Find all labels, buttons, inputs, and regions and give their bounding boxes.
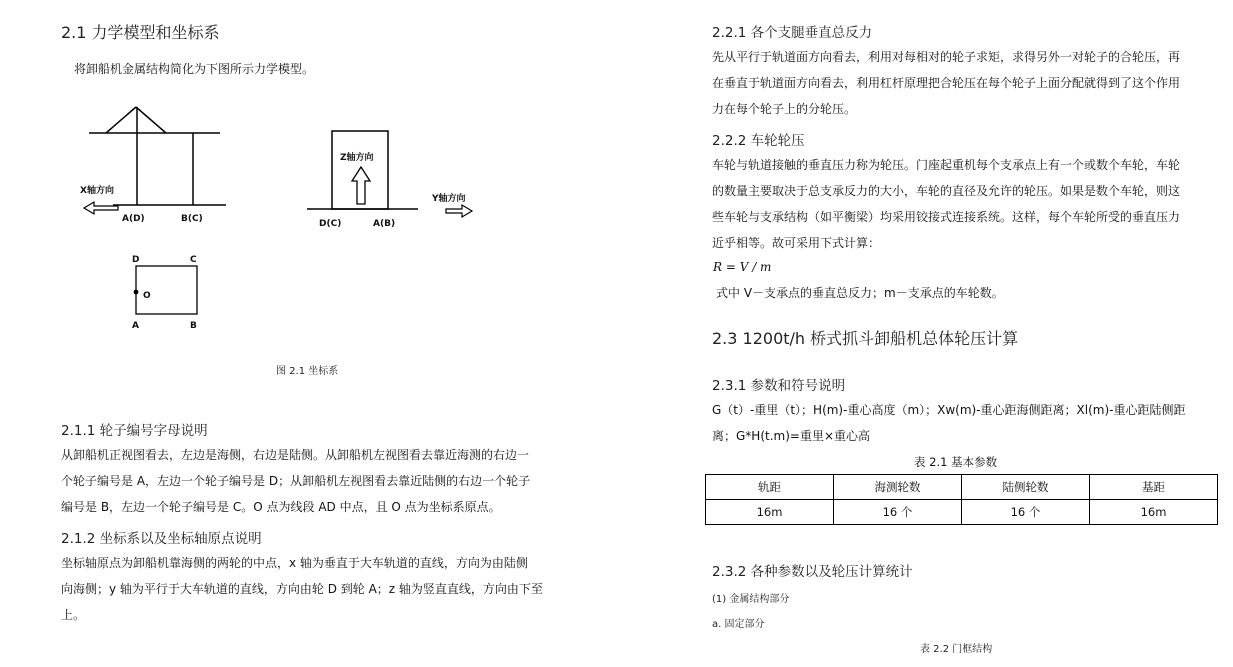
paragraph-line: 从卸船机正视图看去，左边是海侧，右边是陆侧。从卸船机左视图看去靠近海测的右边一 — [61, 448, 530, 462]
side-wheel-a-label: A(B) — [373, 219, 396, 229]
basic-parameters-table — [705, 474, 1218, 525]
table-header-cell: 海测轮数 — [834, 475, 962, 500]
paragraph-line: 在垂直于轨道面方向看去，利用杠杆原理把合轮压在每个轮子上面分配就得到了这个作用 — [712, 76, 1181, 90]
table-cell: 16m — [1090, 500, 1218, 525]
paragraph-line: 力在每个轮子上的分轮压。 — [712, 102, 857, 116]
paragraph-line: 坐标轴原点为卸船机靠海侧的两轮的中点，x 轴为垂直于大车轨道的直线，方向为由陆侧 — [61, 556, 528, 570]
section-2-1-1-body — [61, 442, 530, 520]
figure-caption: 图 2.1 坐标系 — [276, 366, 339, 377]
list-item-fixed-part: a. 固定部分 — [712, 619, 765, 630]
paragraph-line: 向海侧；y 轴为平行于大车轨道的直线，方向由轮 D 到轮 A；z 轴为竖直直线，方向由下至 — [61, 582, 543, 596]
front-view — [80, 107, 226, 224]
side-view — [307, 131, 472, 229]
paragraph-line: 车轮与轨道接触的垂直压力称为轮压。门座起重机每个支承点上有一个或数个车轮，车轮 — [712, 158, 1181, 172]
paragraph-line: 个轮子编号是 A，左边一个轮子编号是 D；从卸船机左视图看去靠近陆侧的右边一个轮子 — [61, 474, 531, 488]
table-header-row — [706, 475, 1218, 500]
section-2-1-1-title: 2.1.1 轮子编号字母说明 — [61, 423, 208, 439]
table-2-1-caption: 表 2.1 基本参数 — [914, 455, 998, 469]
paragraph-line: 上。 — [61, 608, 86, 622]
paragraph-line: 的数量主要取决于总支承反力的大小，车轮的直径及允许的轮压。如果是数个车轮，则这 — [712, 184, 1181, 198]
section-2-1-2-body — [61, 550, 543, 628]
section-2-2-2-title: 2.2.2 车轮轮压 — [712, 133, 805, 149]
section-2-1-2-title: 2.1.2 坐标系以及坐标轴原点说明 — [61, 531, 262, 547]
front-wheel-b-label: B(C) — [181, 214, 203, 224]
plan-c-label: C — [190, 255, 197, 265]
paragraph-line: 先从平行于轨道面方向看去，利用对每相对的轮子求矩，求得另外一对轮子的合轮压，再 — [712, 50, 1181, 64]
section-2-2-1-title: 2.2.1 各个支腿垂直总反力 — [712, 25, 873, 41]
mechanics-model-diagram — [0, 95, 600, 345]
plan-a-label: A — [132, 321, 139, 331]
plan-view — [132, 255, 197, 331]
x-axis-label: X轴方向 — [80, 186, 114, 196]
section-2-1-intro: 将卸船机金属结构简化为下图所示力学模型。 — [74, 62, 315, 76]
plan-b-label: B — [190, 321, 197, 331]
plan-o-label: O — [143, 291, 151, 301]
table-cell: 16 个 — [962, 500, 1090, 525]
table-cell: 16m — [706, 500, 834, 525]
section-2-3-2-title: 2.3.2 各种参数以及轮压计算统计 — [712, 564, 913, 580]
y-axis-label: Y轴方向 — [432, 194, 466, 204]
table-row — [706, 500, 1218, 525]
table-header-cell: 基距 — [1090, 475, 1218, 500]
section-2-2-1-body — [712, 44, 1180, 122]
section-2-3-1-title: 2.3.1 参数和符号说明 — [712, 378, 846, 394]
y-axis-arrow-icon — [446, 205, 472, 217]
section-2-1-title: 2.1 力学模型和坐标系 — [61, 23, 220, 42]
table-header-cell: 陆侧轮数 — [962, 475, 1090, 500]
table-cell: 16 个 — [834, 500, 962, 525]
paragraph-line: 些车轮与支承结构（如平衡梁）均采用铰接式连接系统。这样，每个车轮所受的垂直压力 — [712, 210, 1181, 224]
table-2-2-caption: 表 2.2 门框结构 — [920, 644, 993, 655]
list-item-metal-structure: (1) 金属结构部分 — [712, 594, 790, 605]
paragraph-line: 近乎相等。故可采用下式计算： — [712, 236, 881, 250]
section-2-3-title: 2.3 1200t/h 桥式抓斗卸船机总体轮压计算 — [712, 329, 1019, 348]
front-wheel-a-label: A(D) — [122, 214, 145, 224]
side-wheel-d-label: D(C) — [319, 219, 342, 229]
plan-d-label: D — [132, 255, 140, 265]
section-2-2-2-body — [712, 152, 1180, 256]
paragraph-line: 编号是 B，左边一个轮子编号是 C。O 点为线段 AD 中点，且 O 点为坐标系原点。 — [61, 500, 501, 514]
paragraph-line: 离；G*H(t.m)=重里×重心高 — [712, 429, 871, 443]
table-header-cell: 轨距 — [706, 475, 834, 500]
x-axis-arrow-icon — [84, 202, 118, 214]
origin-point-icon — [134, 290, 139, 295]
z-axis-label: Z轴方向 — [340, 153, 374, 163]
wheel-pressure-formula: R = V / m — [713, 260, 772, 274]
formula-note: 式中 V－支承点的垂直总反力；m－支承点的车轮数。 — [716, 286, 1004, 300]
section-2-3-1-body — [712, 397, 1186, 449]
paragraph-line: G（t）-重里（t）；H(m)-重心高度（m）；Xw(m)-重心距海侧距离；Xl(m)-重心距陆侧距 — [712, 403, 1186, 417]
